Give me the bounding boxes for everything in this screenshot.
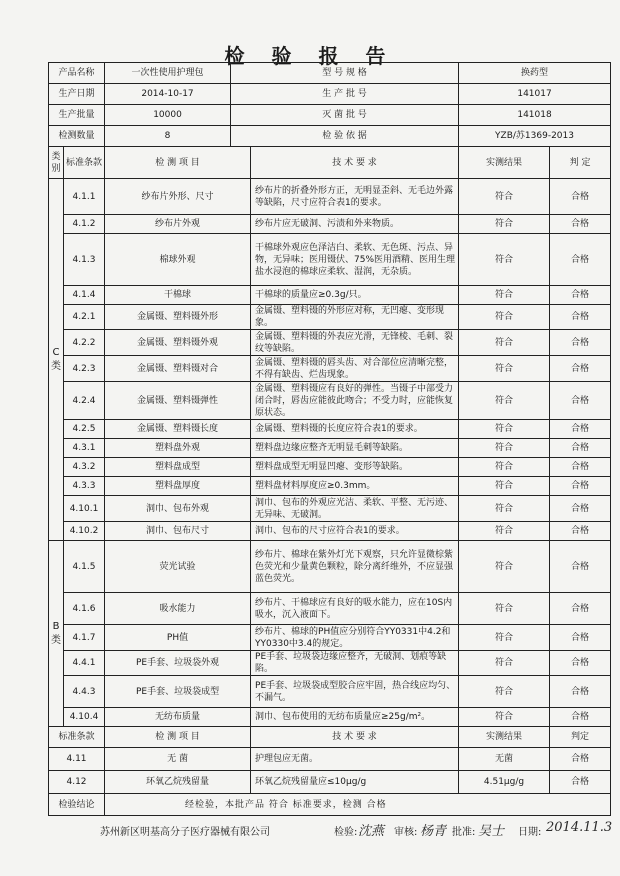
model-value: 换药型 xyxy=(459,63,611,84)
table-row xyxy=(49,234,611,286)
item-cell: 金属镊、塑料镊外观 xyxy=(105,330,251,356)
item-cell: 纱布片外观 xyxy=(105,215,251,234)
requirement-cell: 金属镊、塑料镊的外形应对称，无凹瘪、变形现象。 xyxy=(251,305,459,330)
clause-cell: 4.1.6 xyxy=(64,593,105,625)
result-cell: 符合 xyxy=(459,382,550,420)
requirement-cell: 环氧乙烷残留量应≤10μg/g xyxy=(251,771,459,794)
result-cell: 符合 xyxy=(459,676,550,708)
clause-cell: 4.1.5 xyxy=(64,541,105,593)
requirement-cell: 金属镊、塑料镊应有良好的弹性。当镊子中部受力闭合时，唇齿应能彼此吻合；不受力时，应能恢复原状态。 xyxy=(251,382,459,420)
table-row xyxy=(49,541,611,593)
verdict-cell: 合格 xyxy=(550,439,611,458)
result-cell: 符合 xyxy=(459,541,550,593)
verdict-cell: 合格 xyxy=(550,708,611,727)
result-cell: 符合 xyxy=(459,477,550,496)
test-count-label: 检测数量 xyxy=(49,126,105,147)
table-row xyxy=(49,458,611,477)
quantity-label: 生产批量 xyxy=(49,105,105,126)
result-cell: 符合 xyxy=(459,458,550,477)
clause-cell: 4.2.2 xyxy=(64,330,105,356)
clause-cell: 4.3.2 xyxy=(64,458,105,477)
item-cell: PH值 xyxy=(105,625,251,651)
verdict-cell: 合格 xyxy=(550,676,611,708)
result-cell: 符合 xyxy=(459,420,550,439)
clause-cell: 4.1.1 xyxy=(64,179,105,215)
verdict-cell: 合格 xyxy=(550,286,611,305)
result-cell: 无菌 xyxy=(459,748,550,771)
sterile-batch-label: 灭 菌 批 号 xyxy=(231,105,459,126)
approver-label: 批准: xyxy=(452,827,476,838)
verdict-cell: 合格 xyxy=(550,541,611,593)
category-cell: B类 xyxy=(49,541,64,727)
prod-date-label: 生产日期 xyxy=(49,84,105,105)
verdict-cell: 合格 xyxy=(550,215,611,234)
result-cell: 符合 xyxy=(459,286,550,305)
report-footer xyxy=(48,820,613,840)
requirement-cell: 护理包应无菌。 xyxy=(251,748,459,771)
clause-cell: 4.4.3 xyxy=(64,676,105,708)
approver-signature: 吴士 xyxy=(478,824,505,839)
reviewer-label: 审核: xyxy=(394,827,418,838)
requirement-cell: 塑料盘成型无明显凹瘪、变形等缺陷。 xyxy=(251,458,459,477)
inspector-signature: 沈燕 xyxy=(358,824,385,839)
result-cell: 符合 xyxy=(459,179,550,215)
verdict-cell: 合格 xyxy=(550,771,611,794)
item-cell: 塑料盘成型 xyxy=(105,458,251,477)
clause-cell: 4.10.4 xyxy=(64,708,105,727)
requirement-cell: 塑料盘边缘应整齐无明显毛刺等缺陷。 xyxy=(251,439,459,458)
col-requirement: 技 术 要 求 xyxy=(251,147,459,179)
model-label: 型 号 规 格 xyxy=(231,63,459,84)
inspector-label: 检验: xyxy=(334,827,358,838)
item-cell: 洞巾、包布外观 xyxy=(105,496,251,522)
result-cell: 符合 xyxy=(459,651,550,676)
conclusion-text: 经检验，本批产品 符合 标准要求，检测 合格 xyxy=(105,794,611,816)
item-cell: 洞巾、包布尺寸 xyxy=(105,522,251,541)
result-cell: 符合 xyxy=(459,234,550,286)
header-row-quantity xyxy=(49,105,611,126)
table-row xyxy=(49,356,611,382)
clause-cell: 4.2.3 xyxy=(64,356,105,382)
result-cell: 4.51μg/g xyxy=(459,771,550,794)
verdict-cell: 合格 xyxy=(550,234,611,286)
table-row xyxy=(49,496,611,522)
mid-verdict-label: 判定 xyxy=(550,727,611,748)
item-cell: PE手套、垃圾袋成型 xyxy=(105,676,251,708)
result-cell: 符合 xyxy=(459,305,550,330)
col-std-clause: 标准条款 xyxy=(64,147,105,179)
clause-cell: 4.1.4 xyxy=(64,286,105,305)
result-cell: 符合 xyxy=(459,708,550,727)
table-row xyxy=(49,439,611,458)
result-cell: 符合 xyxy=(459,356,550,382)
requirement-cell: 洞巾、包布使用的无纺布质量应≥25g/m²。 xyxy=(251,708,459,727)
prod-batch-value: 141017 xyxy=(459,84,611,105)
item-cell: 塑料盘厚度 xyxy=(105,477,251,496)
product-name-label: 产品名称 xyxy=(49,63,105,84)
requirement-cell: 纱布片、干棉球应有良好的吸水能力，应在10S内吸水，沉入液面下。 xyxy=(251,593,459,625)
item-cell: 吸水能力 xyxy=(105,593,251,625)
result-cell: 符合 xyxy=(459,215,550,234)
verdict-cell: 合格 xyxy=(550,179,611,215)
mid-result-label: 实测结果 xyxy=(459,727,550,748)
item-cell: 纱布片外形、尺寸 xyxy=(105,179,251,215)
result-cell: 符合 xyxy=(459,593,550,625)
requirement-cell: 纱布片、棉球的PH值应分别符合YY0331中4.2和YY0330中3.4的规定。 xyxy=(251,625,459,651)
table-row xyxy=(49,477,611,496)
clause-cell: 4.4.1 xyxy=(64,651,105,676)
item-cell: 金属镊、塑料镊弹性 xyxy=(105,382,251,420)
mid-std-label: 标准条款 xyxy=(49,727,105,748)
verdict-cell: 合格 xyxy=(550,496,611,522)
requirement-cell: 纱布片应无破洞、污渍和外来物质。 xyxy=(251,215,459,234)
item-cell: PE手套、垃圾袋外观 xyxy=(105,651,251,676)
basis-label: 检 验 依 据 xyxy=(231,126,459,147)
requirement-cell: 洞巾、包布的外观应光洁、柔软、平整、无污迹、无异味、无破洞。 xyxy=(251,496,459,522)
col-item: 检 测 项 目 xyxy=(105,147,251,179)
mid-item-label: 检 测 项 目 xyxy=(105,727,251,748)
requirement-cell: 金属镊、塑料镊的外表应光滑，无锋棱、毛刺、裂纹等缺陷。 xyxy=(251,330,459,356)
clause-cell: 4.12 xyxy=(49,771,105,794)
item-cell: 棉球外观 xyxy=(105,234,251,286)
date-label: 日期: xyxy=(518,827,542,838)
verdict-cell: 合格 xyxy=(550,651,611,676)
basis-value: YZB/苏1369-2013 xyxy=(459,126,611,147)
verdict-cell: 合格 xyxy=(550,477,611,496)
requirement-cell: 干棉球外观应色泽洁白、柔软、无色斑、污点、异物，无异味；医用镊伏、75%医用酒精、医用生理盐水浸泡的棉球应柔软、湿润，无杂质。 xyxy=(251,234,459,286)
requirement-cell: 塑料盘材料厚度应≥0.3mm。 xyxy=(251,477,459,496)
verdict-cell: 合格 xyxy=(550,330,611,356)
header-row-date xyxy=(49,84,611,105)
mid-header-row xyxy=(49,727,611,748)
requirement-cell: 纱布片、棉球在紫外灯光下观察，只允许显微棕紫色荧光和少量黄色颗粒，除分离纤维外，不应显强蓝色荧光。 xyxy=(251,541,459,593)
date-signature: 2014.11.3 xyxy=(546,820,613,835)
item-cell: 金属镊、塑料镊外形 xyxy=(105,305,251,330)
table-row xyxy=(49,382,611,420)
clause-cell: 4.3.1 xyxy=(64,439,105,458)
item-cell: 塑料盘外观 xyxy=(105,439,251,458)
report-title: 检 验 报 告 xyxy=(224,44,396,68)
table-row xyxy=(49,748,611,771)
clause-cell: 4.1.3 xyxy=(64,234,105,286)
verdict-cell: 合格 xyxy=(550,625,611,651)
mid-requirement-label: 技 术 要 求 xyxy=(251,727,459,748)
header-row-product xyxy=(49,63,611,84)
result-cell: 符合 xyxy=(459,625,550,651)
clause-cell: 4.10.1 xyxy=(64,496,105,522)
clause-cell: 4.2.5 xyxy=(64,420,105,439)
verdict-cell: 合格 xyxy=(550,458,611,477)
clause-cell: 4.3.3 xyxy=(64,477,105,496)
requirement-cell: 金属镊、塑料镊的唇头齿、对合部位应清晰完整，不得有缺齿、烂齿现象。 xyxy=(251,356,459,382)
requirement-cell: 金属镊、塑料镊的长度应符合表1的要求。 xyxy=(251,420,459,439)
product-name-value: 一次性使用护理包 xyxy=(105,63,231,84)
header-row-count xyxy=(49,126,611,147)
column-header-row xyxy=(49,147,611,179)
verdict-cell: 合格 xyxy=(550,382,611,420)
result-cell: 符合 xyxy=(459,439,550,458)
clause-cell: 4.1.7 xyxy=(64,625,105,651)
result-cell: 符合 xyxy=(459,330,550,356)
col-category: 类别 xyxy=(49,147,64,179)
verdict-cell: 合格 xyxy=(550,522,611,541)
item-cell: 金属镊、塑料镊长度 xyxy=(105,420,251,439)
test-count-value: 8 xyxy=(105,126,231,147)
verdict-cell: 合格 xyxy=(550,593,611,625)
item-cell: 干棉球 xyxy=(105,286,251,305)
report-table xyxy=(48,62,611,816)
verdict-cell: 合格 xyxy=(550,356,611,382)
requirement-cell: 洞巾、包布的尺寸应符合表1的要求。 xyxy=(251,522,459,541)
item-cell: 荧光试验 xyxy=(105,541,251,593)
table-row xyxy=(49,420,611,439)
verdict-cell: 合格 xyxy=(550,748,611,771)
col-verdict: 判 定 xyxy=(550,147,611,179)
table-row xyxy=(49,593,611,625)
conclusion-row xyxy=(49,794,611,816)
requirement-cell: PE手套、垃圾袋成型胶合应牢固，热合线应均匀、不漏气。 xyxy=(251,676,459,708)
table-row xyxy=(49,179,611,215)
requirement-cell: PE手套、垃圾袋边缘应整齐，无破洞、划痕等缺陷。 xyxy=(251,651,459,676)
conclusion-label: 检验结论 xyxy=(49,794,105,816)
clause-cell: 4.2.1 xyxy=(64,305,105,330)
quantity-value: 10000 xyxy=(105,105,231,126)
clause-cell: 4.11 xyxy=(49,748,105,771)
item-cell: 无纺布质量 xyxy=(105,708,251,727)
table-row xyxy=(49,286,611,305)
requirement-cell: 干棉球的质量应≥0.3g/只。 xyxy=(251,286,459,305)
table-row xyxy=(49,625,611,651)
prod-date-value: 2014-10-17 xyxy=(105,84,231,105)
item-cell: 无 菌 xyxy=(105,748,251,771)
verdict-cell: 合格 xyxy=(550,305,611,330)
requirement-cell: 纱布片的折叠外形方正，无明显歪斜、无毛边外露等缺陷，尺寸应符合表1的要求。 xyxy=(251,179,459,215)
category-cell: C类 xyxy=(49,179,64,541)
col-result: 实测结果 xyxy=(459,147,550,179)
table-row xyxy=(49,771,611,794)
table-row xyxy=(49,708,611,727)
item-cell: 环氧乙烷残留量 xyxy=(105,771,251,794)
clause-cell: 4.2.4 xyxy=(64,382,105,420)
result-cell: 符合 xyxy=(459,522,550,541)
clause-cell: 4.10.2 xyxy=(64,522,105,541)
clause-cell: 4.1.2 xyxy=(64,215,105,234)
table-row xyxy=(49,651,611,676)
company-name: 苏州新区明基高分子医疗器械有限公司 xyxy=(100,827,270,838)
result-cell: 符合 xyxy=(459,496,550,522)
reviewer-signature: 杨青 xyxy=(420,824,447,839)
table-row xyxy=(49,330,611,356)
table-row xyxy=(49,522,611,541)
table-row xyxy=(49,215,611,234)
table-row xyxy=(49,305,611,330)
table-row xyxy=(49,676,611,708)
sterile-batch-value: 141018 xyxy=(459,105,611,126)
item-cell: 金属镊、塑料镊对合 xyxy=(105,356,251,382)
verdict-cell: 合格 xyxy=(550,420,611,439)
prod-batch-label: 生 产 批 号 xyxy=(231,84,459,105)
